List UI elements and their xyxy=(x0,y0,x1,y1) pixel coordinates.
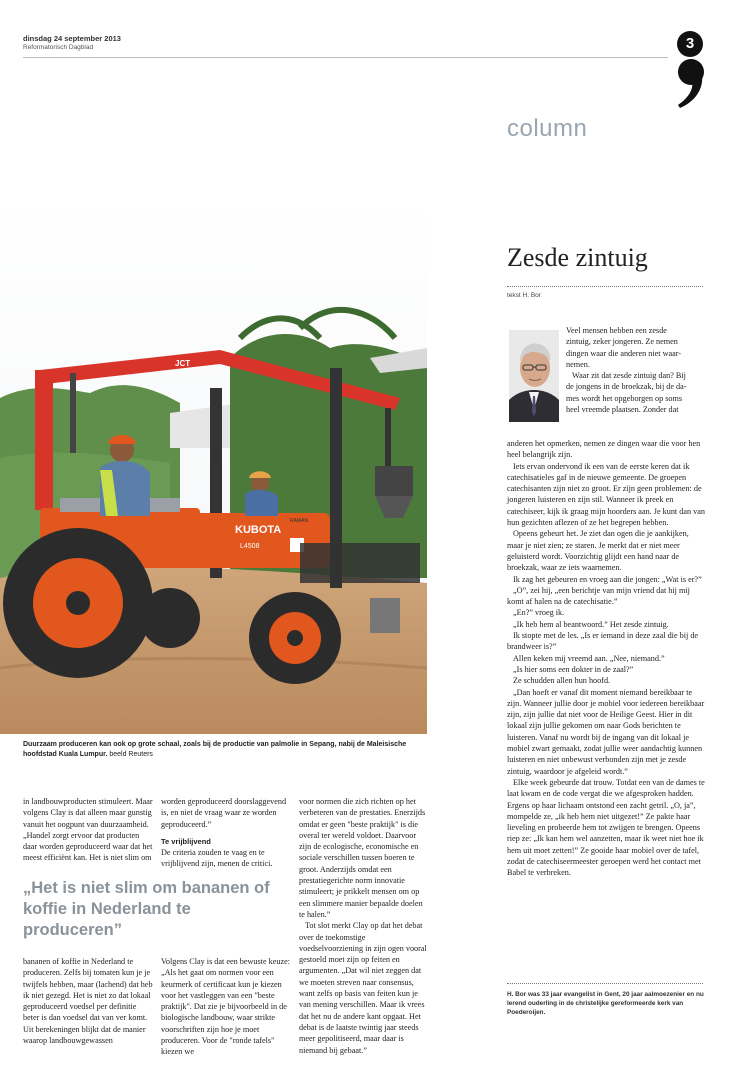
body-paragraph: Opeens gebeurt het. Je ziet dan ogen die je aankijken, maar je niet zien; ze staren. Je merkt dat er niet meer geluisterd wordt. Voorzichtig glijdt een hand naar de broekzak, waar ze iets waarnemen. xyxy=(507,529,689,573)
left-article-col1-top xyxy=(23,796,153,864)
wrap-line: Waar zit dat zesde zintuig dan? Bij xyxy=(572,371,686,381)
title-divider xyxy=(507,286,703,287)
body-paragraph: in landbouwproducten stimuleert. Maar volgens Clay is dat alleen maar gunstig vanuit het oogpunt van duurzaamheid. „Handel zorgt ervoor dat producten daar worden geproduceerd waar dat het meest efficiënt kan. Het is niet slim om xyxy=(23,797,153,863)
article-title: Zesde zintuig xyxy=(507,243,648,272)
body-paragraph: Ik zag het gebeuren en vroeg aan die jongen: „Wat is er?” xyxy=(513,574,702,584)
article-byline: tekst H. Bor xyxy=(507,292,541,299)
body-paragraph: Volgens Clay is dat een bewuste keuze: „Als het gaat om normen voor een keurmerk of certificaat kun je kiezen voor het vastleggen van een "beste praktijk". Dat zie je bijvoorbeeld in de biologische landbouw, waar strikte voorschriften zijn hoe je moet produceren. Voor de "ronde tafels" kiezen we xyxy=(161,957,290,1057)
body-paragraph: voor normen die zich richten op het verbeteren van de prestaties. Enerzijds omdat er geen "beste praktijk" is die overal ter wereld voldoet. Daarvoor zijn de ecologische, economische en sociale verschillen tussen boeren te groot. Anderzijds omdat een prestatiegerichte norm innovatie stimuleert; je prikkelt mensen om op een slimmere manier bepaalde doelen te halen.” xyxy=(299,797,426,919)
body-paragraph: Ik stopte met de les. „Is er iemand in deze zaal die bij de brandweer is?” xyxy=(507,631,699,652)
left-article-col3 xyxy=(299,796,429,1056)
subheading: Te vrijblijvend xyxy=(161,836,211,846)
author-portrait xyxy=(509,330,559,422)
body-paragraph: Ze schudden allen hun hoofd. xyxy=(513,676,611,686)
caption-text: Duurzaam produceren kan ook op grote schaal, zoals bij de productie van palmolie in Sepang, nabij de Maleisische hoofdstad Kuala Lumpur. xyxy=(23,741,407,758)
wrap-line: mes wordt het opgeborgen op soms xyxy=(566,393,683,403)
section-label: column xyxy=(507,115,588,142)
tractor-decal: RAMAN xyxy=(290,518,309,524)
body-paragraph: anderen het opmerken, nemen ze dingen waar die voor hen heel belangrijk zijn. xyxy=(507,439,701,460)
intro-line: nemen. xyxy=(566,359,590,369)
body-paragraph: bananen of koffie in Nederland te produceren. Zelfs bij tomaten kun je je twijfels hebben, maar (lachend) dat heb ik niet gezegd. Het is niet zo dat lokaal geproduceerd voedsel per definitie beter is dan voedsel dat van ver komt. Uit berekeningen blijkt dat de manier waarop landbouwgewassen xyxy=(23,957,153,1046)
wrap-line: de jongens in de broekzak, bij de da- xyxy=(566,382,687,392)
body-paragraph: „Is hier soms een dokter in de zaal?” xyxy=(513,664,634,674)
body-paragraph: De criteria zouden te vaag en te vrijblijvend zijn, menen de critici. xyxy=(161,848,273,869)
tractor-model: L4508 xyxy=(240,543,260,550)
body-paragraph: Tot slot merkt Clay op dat het debat over de toekomstige voedselvoorziening in zijn ogen vooral gestoeld moet zijn op feiten en argumenten. „Dat wil niet zeggen dat we moeten streven naar consensus, want zelfs op basis van feiten kun je van mening verschillen. Maar ik vrees dat het nu de andere kant opgaat. Het debat is de laatste twintig jaar steeds meer gepolitiseerd, maar daar is niemand bij gebaat.” xyxy=(299,921,427,1055)
pull-quote: „Het is niet slim om bananen of koffie in Nederland te produceren” xyxy=(23,879,270,939)
bio-divider xyxy=(507,983,703,984)
body-paragraph: „En?” vroeg ik. xyxy=(513,608,565,618)
body-paragraph: Elke week gebeurde dat trouw. Totdat een van de dames te laat kwam en de code vergat die we afgesproken hadden. Ergens op haar lichaam ontstond een zacht getril. „O, ja”, mompelde ze, „ik heb hem niet uitgezet!” Ze pakte haar lieveling en probeerde hem tot zwijgen te brengen. Opeens riep ze: „Ik kan hem wel aanzetten, maar ik weet niet hoe ik hem uit moet zetten!” Ze gooide haar mobiel over de tafel, zodat de catechiseermeester geroepen werd het contact met Babel te verbreken. xyxy=(507,777,705,878)
body-paragraph: Iets ervan ondervond ik een van de eerste keren dat ik catechisatieles gaf in de nieuwe gemeente. De groepen catechisanten zijn niet zo groot. Er zijn geen problemen: de jongeren luisteren en zijn stil. Wanneer ik preek en catechiseer, kijk ik graag mijn hoorders aan. Je kunt dan van hun gezichten aflezen of ze het begrepen hebben. xyxy=(507,461,705,528)
author-bio: H. Bor was 33 jaar evangelist in Gent, 20 jaar aalmoezenier en nu lerend ouderling in de christelijke gereformeerde kerk van Poederoijen. xyxy=(507,991,704,1017)
tractor-photo xyxy=(0,198,427,734)
header-divider xyxy=(23,57,668,58)
body-paragraph: „Dan hoeft er vanaf dit moment niemand bereikbaar te zijn. Wanneer jullie door je mobiel voor iedereen bereikbaar zijn, zijn jullie dat niet voor de Heilige Geest. Hier in dit lokaal zijn jullie gekomen om naar Gods berichten te luisteren. Vanaf nu wordt bij de ingang van dit lokaal je mobiel zwart gemaakt, zodat jullie weer aandachtig kunnen luisteren en niet onbewust verbonden zijn met je zesde zintuig, waardoor je afgeleid wordt.” xyxy=(507,687,705,776)
photo-caption xyxy=(23,740,423,760)
intro-line: dingen waar die anderen niet waar- xyxy=(566,348,682,358)
tractor-brand: KUBOTA xyxy=(235,524,282,536)
header-paper-name: Reformatorisch Dagblad xyxy=(23,44,94,51)
body-paragraph: „Ik heb hem al beantwoord.” Het zesde zintuig. xyxy=(513,619,669,629)
article-body xyxy=(507,438,707,879)
intro-line: Veel mensen hebben een zesde xyxy=(566,326,667,335)
left-article-col2-bottom xyxy=(161,956,291,1058)
page-number-badge: 3 xyxy=(677,31,703,57)
body-paragraph: „O”, zei hij, „een berichtje van mijn vriend dat hij mij komt af halen na de catechisatie.” xyxy=(507,585,690,607)
comma-icon xyxy=(674,58,708,108)
left-article-col2-top xyxy=(161,796,291,870)
intro-line: zintuig, zeker jongeren. Ze nemen xyxy=(566,337,678,347)
body-paragraph: Allen keken mij vreemd aan. „Nee, niemand.” xyxy=(513,653,665,663)
photo-credit: beeld Reuters xyxy=(109,751,153,758)
left-article-col1-bottom xyxy=(23,956,153,1046)
wrap-line: heel vreemde plaatsen. Zonder dat xyxy=(566,405,679,415)
svg-text:JCT: JCT xyxy=(175,359,191,368)
header-date: dinsdag 24 september 2013 xyxy=(23,34,121,43)
article-intro xyxy=(566,325,706,415)
body-paragraph: worden geproduceerd doorslaggevend is, en niet de vraag waar ze worden geproduceerd.” xyxy=(161,797,287,829)
